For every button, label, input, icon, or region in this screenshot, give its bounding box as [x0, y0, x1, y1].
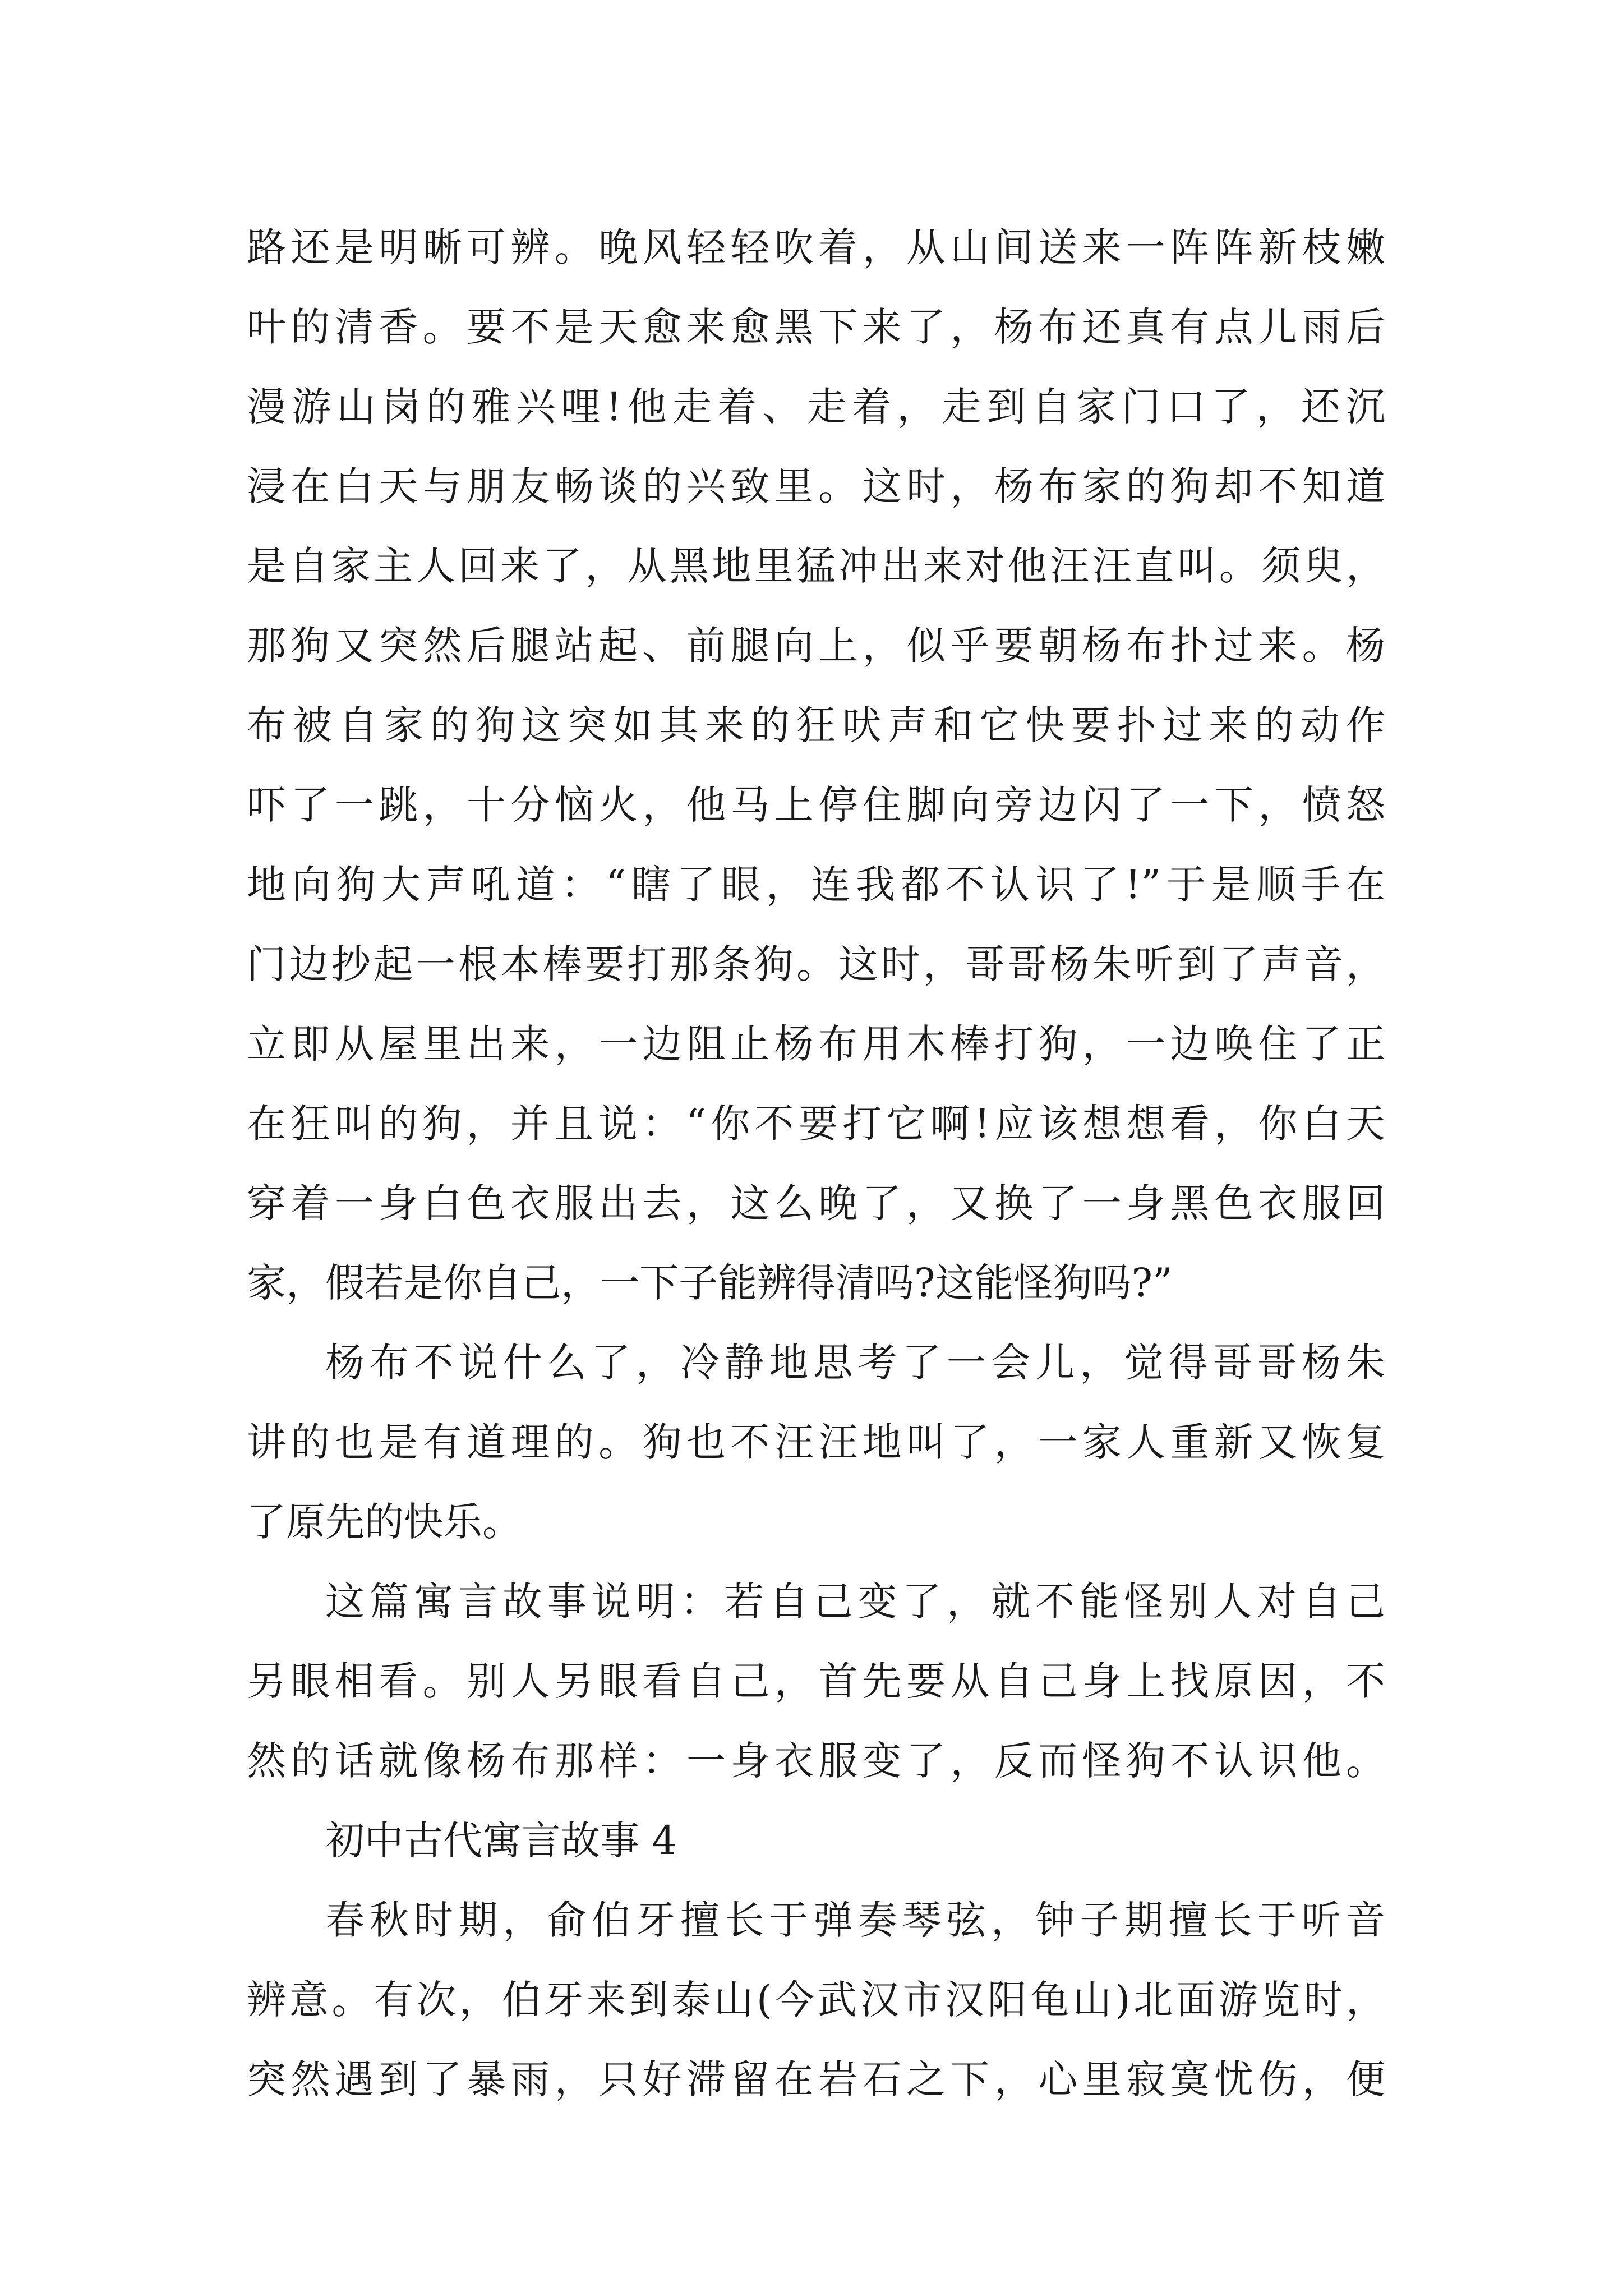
text-line: 辨意。有次，伯牙来到泰山(今武汉市汉阳龟山)北面游览时，	[247, 1977, 1385, 2023]
body-text	[247, 208, 1385, 2119]
text-line: 吓了一跳，十分恼火，他马上停住脚向旁边闪了一下，愤怒	[247, 782, 1385, 828]
text-line: 路还是明晰可辨。晚风轻轻吹着，从山间送来一阵阵新枝嫩	[247, 224, 1385, 270]
text-line: 杨布不说什么了，冷静地思考了一会儿，觉得哥哥杨朱	[325, 1340, 1385, 1386]
text-line: 穿着一身白色衣服出去，这么晚了，又换了一身黑色衣服回	[247, 1180, 1385, 1226]
text-line: 然的话就像杨布那样：一身衣服变了，反而怪狗不认识他。	[247, 1738, 1385, 1784]
text-line: 布被自家的狗这突如其来的狂吠声和它快要扑过来的动作	[247, 702, 1385, 748]
text-line: 了原先的快乐。	[247, 1499, 522, 1545]
text-line: 门边抄起一根本棒要打那条狗。这时，哥哥杨朱听到了声音，	[247, 941, 1385, 987]
text-line: 叶的清香。要不是天愈来愈黑下来了，杨布还真有点儿雨后	[247, 304, 1385, 350]
text-line: 漫游山岗的雅兴哩!他走着、走着，走到自家门口了，还沉	[247, 384, 1385, 430]
text-line: 突然遇到了暴雨，只好滞留在岩石之下，心里寂寞忧伤，便	[247, 2056, 1385, 2102]
text-line: 春秋时期，俞伯牙擅长于弹奏琴弦，钟子期擅长于听音	[325, 1897, 1385, 1943]
text-line: 另眼相看。别人另眼看自己，首先要从自己身上找原因，不	[247, 1658, 1385, 1704]
text-line: 是自家主人回来了，从黑地里猛冲出来对他汪汪直叫。须臾，	[247, 543, 1385, 589]
text-line: 这篇寓言故事说明：若自己变了，就不能怪别人对自己	[325, 1579, 1385, 1625]
section-heading: 初中古代寓言故事 4	[325, 1818, 677, 1864]
text-line: 讲的也是有道理的。狗也不汪汪地叫了，一家人重新又恢复	[247, 1419, 1385, 1465]
text-line: 那狗又突然后腿站起、前腿向上，似乎要朝杨布扑过来。杨	[247, 623, 1385, 669]
text-line: 地向狗大声吼道：“瞎了眼，连我都不认识了!”于是顺手在	[247, 862, 1385, 908]
text-line: 在狂叫的狗，并且说：“你不要打它啊!应该想想看，你白天	[247, 1101, 1385, 1147]
text-line: 家，假若是你自己，一下子能辨得清吗?这能怪狗吗?”	[247, 1260, 1173, 1306]
text-line: 浸在白天与朋友畅谈的兴致里。这时，杨布家的狗却不知道	[247, 463, 1385, 509]
text-line: 立即从屋里出来，一边阻止杨布用木棒打狗，一边唤住了正	[247, 1021, 1385, 1067]
